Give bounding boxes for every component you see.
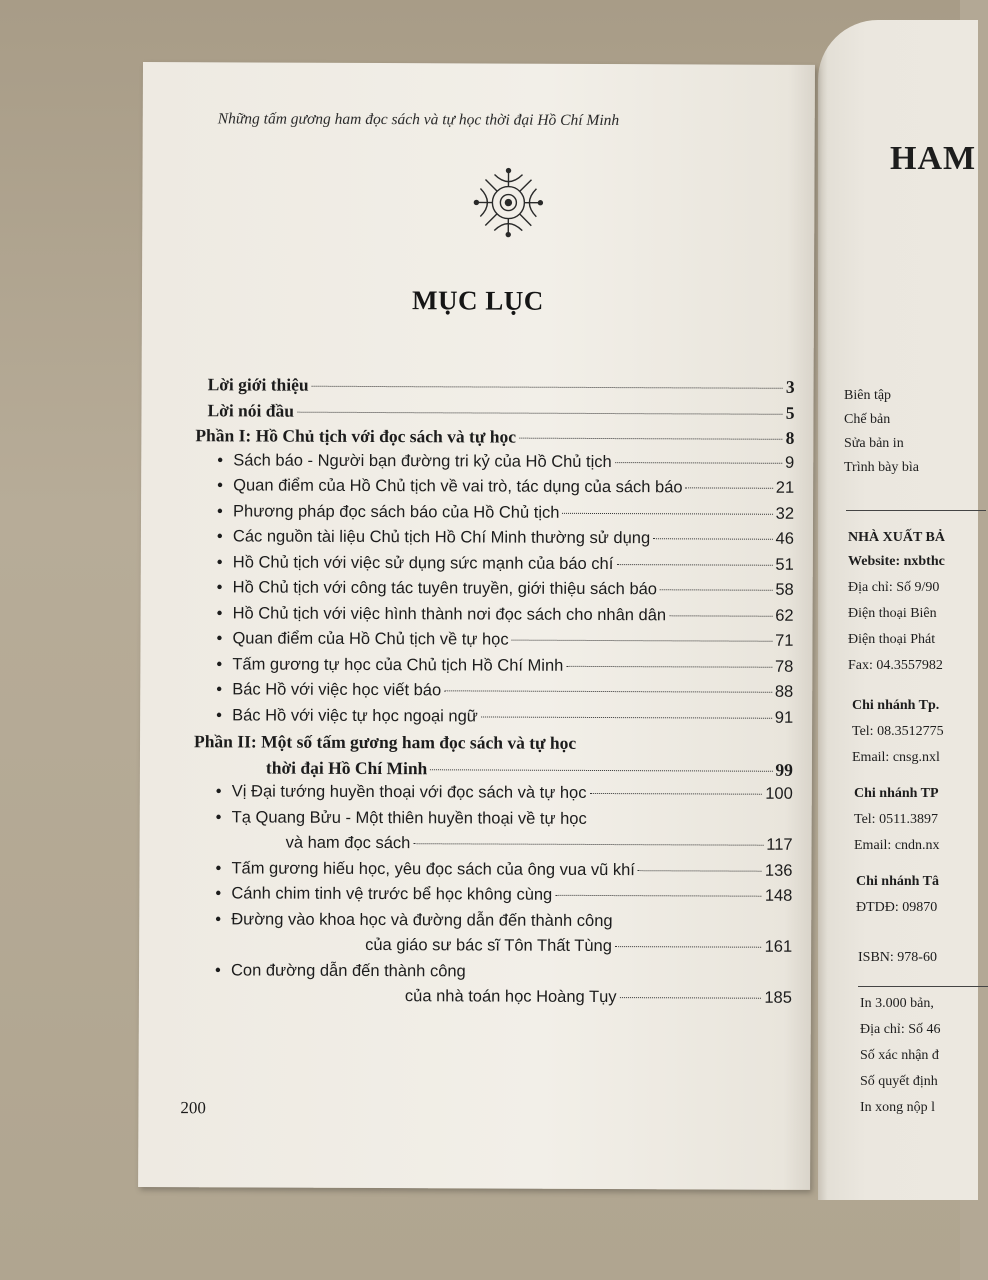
credit-line: Biên tập [844,388,892,403]
toc-entry: Lời nói đầu 5 [207,399,795,423]
toc-entry: • Tấm gương hiếu học, yêu đọc sách của ông vua vũ khí 136 [215,858,793,880]
credit-line: Trình bày bìa [844,460,919,475]
page-number: 200 [180,1098,206,1118]
toc-entry: • Hồ Chủ tịch với việc hình thành nơi đọc sách cho nhân dân 62 [216,603,794,625]
branch-name: Chi nhánh Tâ [856,874,940,889]
publisher-line: Địa chỉ: Số 9/90 [848,580,940,595]
toc-entry: của giáo sư bác sĩ Tôn Thất Tùng 161 [365,935,793,956]
branch-line: Email: cnsg.nxl [852,750,940,765]
toc-entry: • Vị Đại tướng huyền thoại với đọc sách và tự học 100 [215,782,793,803]
toc-entry: • Con đường dẫn đến thành công [215,960,466,980]
credit-line: Chế bản [844,412,891,427]
toc-entry: thời đại Hồ Chí Minh 99 [265,757,793,780]
toc-entry: Lời giới thiệu 3 [207,374,795,397]
toc-entry: • Tấm gương tự học của Chủ tịch Hồ Chí Minh 78 [216,654,794,676]
running-header: Những tấm gương ham đọc sách và tự học thời đại Hồ Chí Minh [217,110,620,130]
toc-entry: • Tạ Quang Bửu - Một thiên huyền thoại về tự học [215,807,587,828]
branch-line: Tel: 08.3512775 [852,724,944,739]
branch-name: Chi nhánh Tp. [852,698,940,713]
branch-line: Tel: 0511.3897 [854,812,939,827]
publisher-website: Website: nxbthc [848,554,945,569]
toc-entry: Phần I: Hồ Chủ tịch với đọc sách và tự học 8 [195,425,795,448]
toc-entry: • Quan điểm của Hồ Chủ tịch về tự học 71 [216,629,794,650]
toc-entry: Phần II: Một số tấm gương ham đọc sách và tự học [193,731,577,753]
divider [858,986,988,987]
right-page [818,20,978,1200]
toc-entry: • Bác Hồ với việc tự học ngoại ngữ 91 [216,705,794,727]
ornament-icon [472,166,544,238]
toc-entry: • Bác Hồ với việc học viết báo 88 [216,680,794,701]
credit-line: Sửa bản in [844,436,904,451]
toc-entry: • Hồ Chủ tịch với việc sử dụng sức mạnh của báo chí 51 [216,552,794,574]
toc-entry: • Phương pháp đọc sách báo của Hồ Chủ tịch 32 [217,501,795,523]
branch-line: Email: cndn.nx [854,838,940,853]
toc-entry: • Hồ Chủ tịch với công tác tuyên truyền, giới thiệu sách báo 58 [216,578,794,599]
table-of-contents [193,374,795,1014]
branch-name: Chi nhánh TP [854,786,939,801]
publisher-line: Điện thoại Phát [848,632,936,647]
toc-entry: của nhà toán học Hoàng Tụy 185 [404,987,792,1007]
isbn: ISBN: 978-60 [858,950,937,965]
print-line: Số quyết định [860,1074,938,1089]
right-page-title: HAM [890,140,977,177]
publisher-line: Fax: 04.3557982 [848,658,943,673]
toc-entry: và ham đọc sách 117 [285,833,793,854]
left-page [138,62,815,1190]
toc-entry: • Sách báo - Người bạn đường tri kỷ của Hồ Chủ tịch 9 [217,450,795,472]
toc-entry: • Các nguồn tài liệu Chủ tịch Hồ Chí Minh thường sử dụng 46 [216,527,794,548]
toc-entry: • Quan điểm của Hồ Chủ tịch về vai trò, tác dụng của sách báo 21 [217,476,795,497]
print-line: In xong nộp l [860,1100,936,1115]
print-line: In 3.000 bản, [860,996,934,1011]
toc-entry: • Đường vào khoa học và đường dẫn đến thành công [215,909,613,930]
page-title: MỤC LỤC [412,285,544,316]
branch-line: ĐTDĐ: 09870 [856,900,938,915]
toc-entry: • Cánh chim tinh vệ trước bể học không cùng 148 [215,884,793,905]
divider [846,510,986,511]
print-line: Địa chỉ: Số 46 [860,1022,941,1037]
publisher-line: Điện thoại Biên [848,606,937,621]
publisher-name: NHÀ XUẤT BẢ [848,530,945,545]
print-line: Số xác nhận đ [860,1048,939,1063]
